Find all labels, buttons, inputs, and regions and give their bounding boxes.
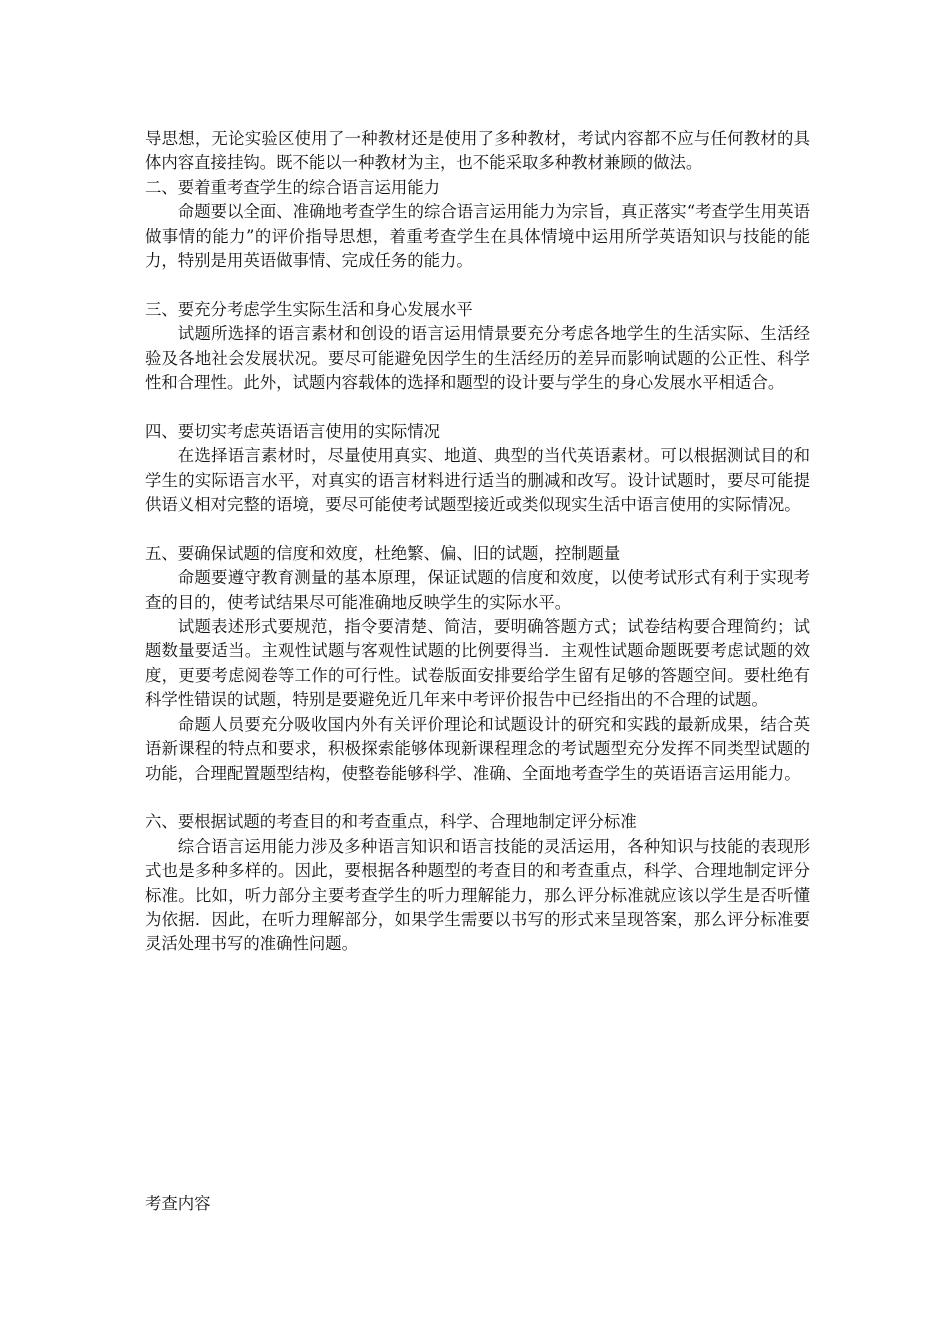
section-heading: 六、要根据试题的考查目的和考查重点，科学、合理地制定评分标准 bbox=[145, 812, 637, 832]
paragraph-spacer bbox=[145, 273, 810, 297]
paragraph-spacer bbox=[145, 517, 810, 541]
section-paragraph: 在选择语言素材时，尽量使用真实、地道、典型的当代英语素材。可以根据测试目的和学生的实际语言水平，对真实的语言材料进行适当的删减和改写。设计试题时，要尽可能提供语义相对完整的语境，要尽可能使考试题型接近或类似现实生活中语言使用的实际情况。 bbox=[145, 446, 810, 515]
paragraph-spacer bbox=[145, 395, 810, 419]
section-heading: 三、要充分考虑学生实际生活和身心发展水平 bbox=[145, 299, 473, 319]
section-paragraph: 命题要以全面、准确地考查学生的综合语言运用能力为宗旨，真正落实“考查学生用英语做事情的能力”的评价指导思想，着重考查学生在具体情境中运用所学英语知识与技能的能力，特别是用英语做事情、完成任务的能力。 bbox=[145, 202, 810, 271]
paragraph-spacer bbox=[145, 786, 810, 810]
document-body bbox=[145, 127, 810, 957]
footer-section-label: 考查内容 bbox=[145, 1194, 211, 1213]
section-paragraph: 命题要遵守教育测量的基本原理，保证试题的信度和效度，以使考试形式有利于实现考查的目的，使考试结果尽可能准确地反映学生的实际水平。 bbox=[145, 568, 810, 612]
section-paragraph: 命题人员要充分吸收国内外有关评价理论和试题设计的研究和实践的最新成果，结合英语新课程的特点和要求，积极探索能够体现新课程理念的考试题型充分发挥不同类型试题的功能，合理配置题型结构，使整卷能够科学、准确、全面地考查学生的英语语言运用能力。 bbox=[145, 714, 810, 783]
section-heading: 四、要切实考虑英语语言使用的实际情况 bbox=[145, 421, 441, 441]
section-paragraph: 试题表述形式要规范，指令要清楚、简洁，要明确答题方式；试卷结构要合理简约；试题数量要适当。主观性试题与客观性试题的比例要得当．主观性试题命题既要考虑试题的效度，更要考虑阅卷等工作的可行性。试卷版面安排要给学生留有足够的答题空间。要杜绝有科学性错误的试题，特别是要避免近几年来中考评价报告中已经指出的不合理的试题。 bbox=[145, 617, 810, 710]
intro-paragraph: 导思想，无论实验区使用了一种教材还是使用了多种教材，考试内容都不应与任何教材的具体内容直接挂钩。既不能以一种教材为主，也不能采取多种教材兼顾的做法。 bbox=[145, 129, 810, 173]
section-heading: 二、要着重考查学生的综合语言运用能力 bbox=[145, 177, 441, 197]
section-paragraph: 试题所选择的语言素材和创设的语言运用情景要充分考虑各地学生的生活实际、生活经验及各地社会发展状况。要尽可能避免因学生的生活经历的差异而影响试题的公正性、科学性和合理性。此外，试题内容载体的选择和题型的设计要与学生的身心发展水平相适合。 bbox=[145, 324, 810, 393]
section-paragraph: 综合语言运用能力涉及多种语言知识和语言技能的灵活运用，各种知识与技能的表现形式也是多种多样的。因此，要根据各种题型的考查目的和考查重点，科学、合理地制定评分标准。比如，听力部分主要考查学生的听力理解能力，那么评分标准就应该以学生是否听懂为依据．因此，在听力理解部分，如果学生需要以书写的形式来呈现答案，那么评分标准要灵活处理书写的准确性问题。 bbox=[145, 836, 810, 954]
section-heading: 五、要确保试题的信度和效度，杜绝繁、偏、旧的试题，控制题量 bbox=[145, 543, 621, 563]
